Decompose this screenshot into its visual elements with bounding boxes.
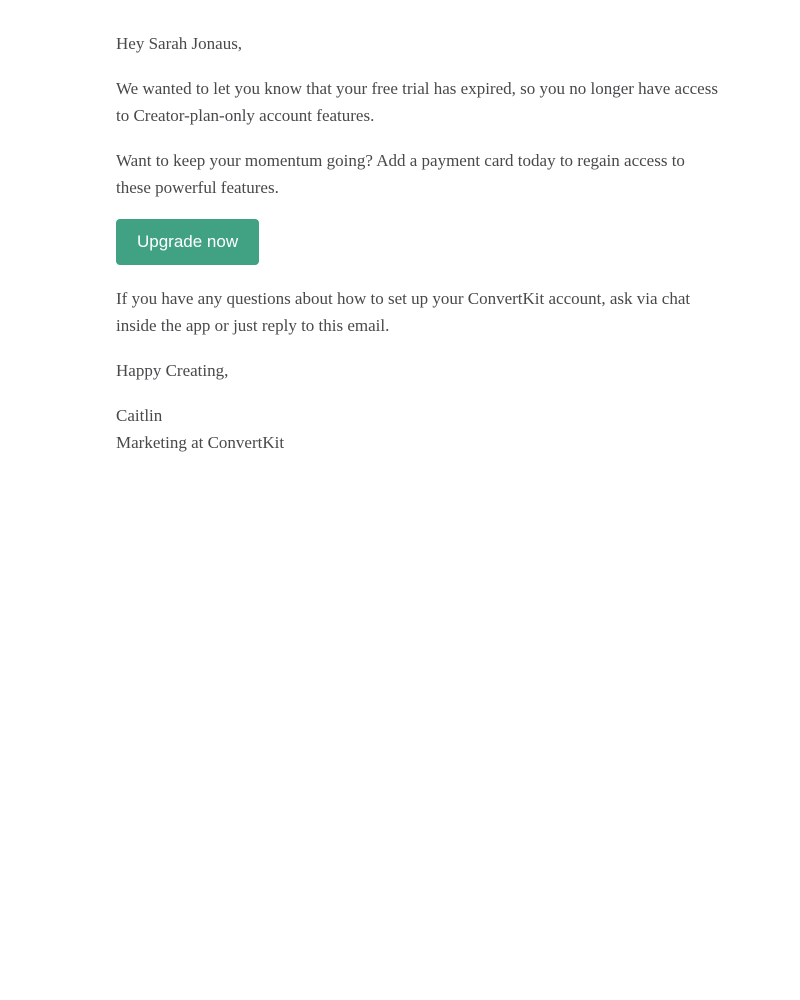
paragraph-trial-expired: We wanted to let you know that your free trial has expired, so you no longer have access to Creator-plan-only account features.	[116, 79, 718, 125]
signature-name: Caitlin	[116, 406, 163, 425]
paragraph-momentum: Want to keep your momentum going? Add a payment card today to regain access to these powerful features.	[116, 151, 685, 197]
signature-block	[116, 402, 723, 456]
email-body	[0, 0, 723, 456]
cta-button-row	[116, 219, 723, 265]
greeting-text: Hey Sarah Jonaus,	[116, 34, 243, 53]
signoff-text: Happy Creating,	[116, 361, 229, 380]
upgrade-now-button[interactable]: Upgrade now	[116, 219, 259, 265]
paragraph-questions: If you have any questions about how to set up your ConvertKit account, ask via chat inside the app or just reply to this email.	[116, 289, 691, 335]
signature-role: Marketing at ConvertKit	[116, 433, 285, 452]
